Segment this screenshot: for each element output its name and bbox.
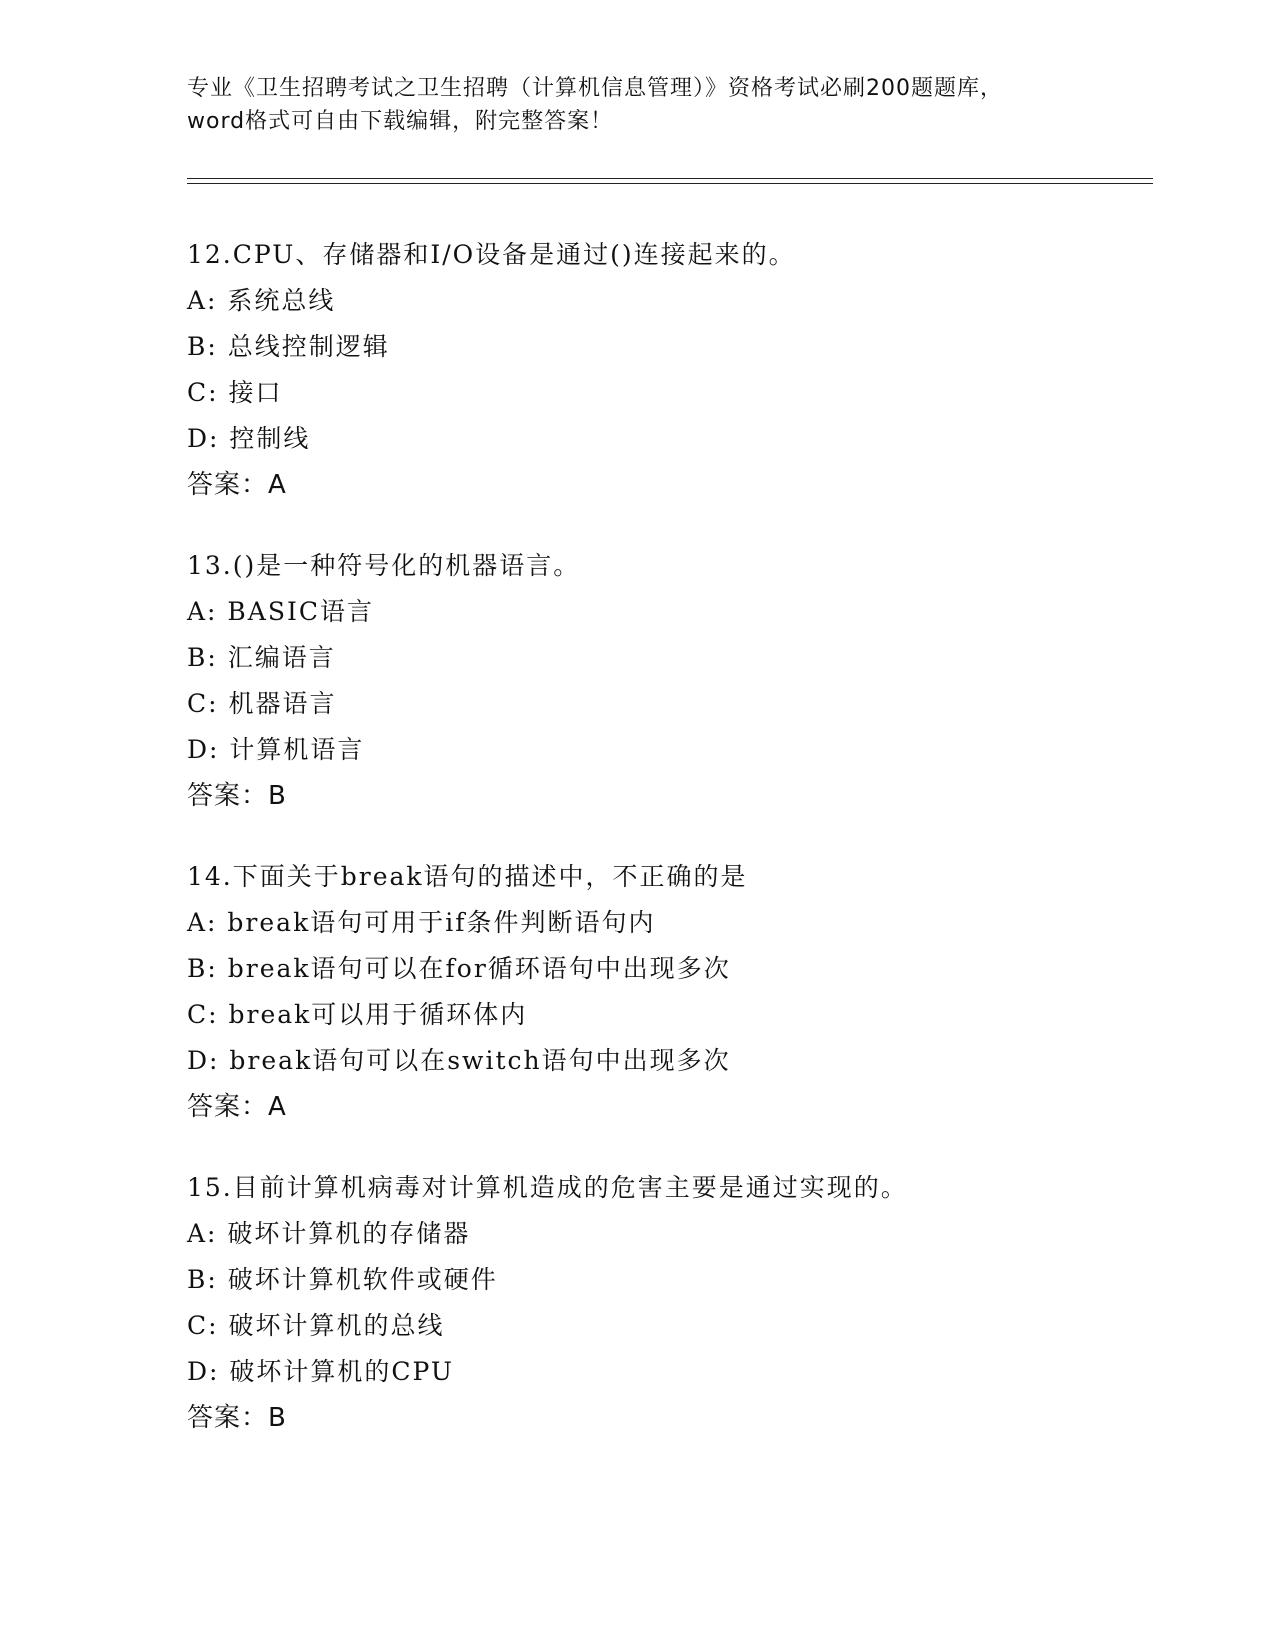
question-12 xyxy=(187,232,1147,508)
option-d: D: 控制线 xyxy=(187,424,311,453)
option-d: D: break语句可以在switch语句中出现多次 xyxy=(187,1046,731,1075)
answer-line: 答案：A xyxy=(187,470,287,500)
answer-line: 答案：A xyxy=(187,1092,287,1122)
option-b: B: 破坏计算机软件或硬件 xyxy=(187,1265,498,1294)
option-a: A: 系统总线 xyxy=(187,286,336,315)
question-stem: 12.CPU、存储器和I/O设备是通过()连接起来的。 xyxy=(187,240,796,269)
option-c: C: 接口 xyxy=(187,378,283,407)
question-list xyxy=(187,232,1147,1476)
option-b: B: 总线控制逻辑 xyxy=(187,332,390,361)
header-title-line-2: word格式可自由下载编辑，附完整答案！ xyxy=(187,109,614,134)
question-15 xyxy=(187,1165,1147,1441)
option-a: A: BASIC语言 xyxy=(187,597,374,626)
answer-line: 答案：B xyxy=(187,1403,287,1433)
question-14 xyxy=(187,854,1147,1130)
option-b: B: break语句可以在for循环语句中出现多次 xyxy=(187,954,731,983)
header-divider-top xyxy=(187,178,1153,179)
question-stem: 13.()是一种符号化的机器语言。 xyxy=(187,551,581,580)
option-c: C: break可以用于循环体内 xyxy=(187,1000,528,1029)
header-title-line-1: 专业《卫生招聘考试之卫生招聘（计算机信息管理）》资格考试必刷200题题库， xyxy=(187,76,1003,101)
question-13 xyxy=(187,543,1147,819)
option-d: D: 计算机语言 xyxy=(187,735,365,764)
option-c: C: 破坏计算机的总线 xyxy=(187,1311,445,1340)
option-a: A: break语句可用于if条件判断语句内 xyxy=(187,908,656,937)
question-stem: 14.下面关于break语句的描述中，不正确的是 xyxy=(187,862,748,891)
question-stem: 15.目前计算机病毒对计算机造成的危害主要是通过实现的。 xyxy=(187,1173,908,1202)
document-header xyxy=(187,72,1087,138)
answer-line: 答案：B xyxy=(187,781,287,811)
header-divider-bottom xyxy=(187,183,1153,184)
option-d: D: 破坏计算机的CPU xyxy=(187,1357,454,1386)
option-c: C: 机器语言 xyxy=(187,689,337,718)
option-b: B: 汇编语言 xyxy=(187,643,336,672)
option-a: A: 破坏计算机的存储器 xyxy=(187,1219,471,1248)
